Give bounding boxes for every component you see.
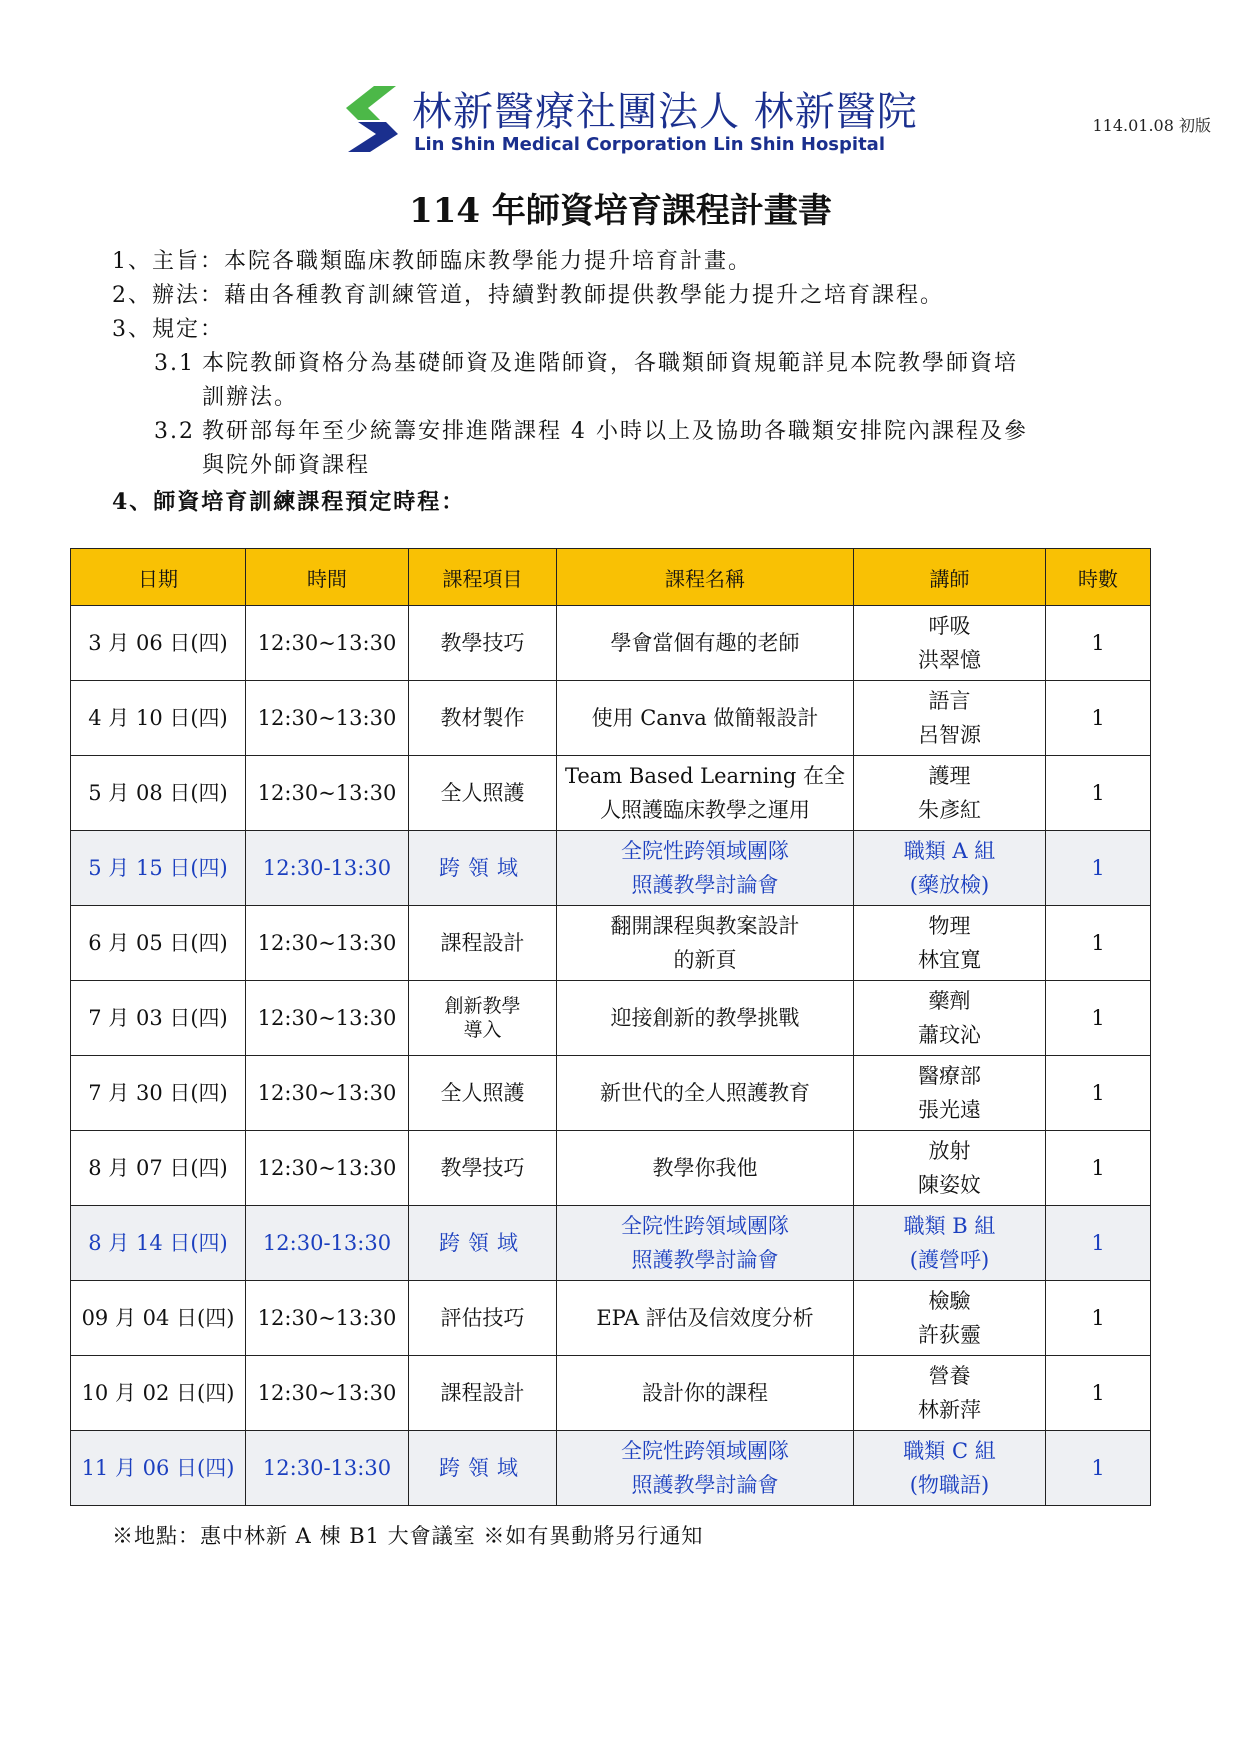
table-row-interdisciplinary bbox=[71, 1431, 1151, 1506]
course-name-line: EPA 評估及信效度分析 bbox=[596, 1306, 814, 1330]
lecturer-dept: 營養 bbox=[928, 1364, 971, 1388]
cell-lecturer bbox=[854, 1431, 1046, 1506]
cell-hours: 1 bbox=[1046, 681, 1151, 756]
rule-3-1-number: 3.1 bbox=[154, 351, 195, 376]
cell-date: 6 月 05 日(四) bbox=[71, 906, 246, 981]
cell-course-type: 跨領域 bbox=[409, 1206, 557, 1281]
lecturer-name: 呂智源 bbox=[918, 723, 981, 747]
cell-hours: 1 bbox=[1046, 1356, 1151, 1431]
course-name-line: 教學你我他 bbox=[652, 1156, 758, 1180]
rule-3-1 bbox=[112, 347, 1132, 381]
lecturer-name: 許荻靈 bbox=[918, 1323, 981, 1347]
course-name-line: 全院性跨領域團隊 bbox=[621, 1439, 789, 1463]
cell-lecturer bbox=[854, 1356, 1046, 1431]
table-row-interdisciplinary bbox=[71, 1206, 1151, 1281]
course-name-line-2: 人照護臨床教學之運用 bbox=[600, 798, 810, 822]
course-type-line: 創新教學 bbox=[444, 995, 521, 1017]
cell-course-type: 課程設計 bbox=[409, 906, 557, 981]
cell-lecturer bbox=[854, 756, 1046, 831]
rule-3-2-text: 教研部每年至少統籌安排進階課程 4 小時以上及協助各職類安排院內課程及參 bbox=[202, 419, 1028, 444]
cell-date: 10 月 02 日(四) bbox=[71, 1356, 246, 1431]
document-body bbox=[112, 245, 1132, 519]
cell-lecturer bbox=[854, 1206, 1046, 1281]
org-name-chinese: 林新醫療社團法人 林新醫院 bbox=[412, 89, 918, 135]
rule-3-1-text: 本院教師資格分為基礎師資及進階師資，各職類師資規範詳見本院教學師資培 bbox=[202, 351, 1019, 376]
cell-time: 12:30~13:30 bbox=[246, 681, 409, 756]
lecturer-name: 林宜寬 bbox=[918, 948, 981, 972]
cell-lecturer bbox=[854, 831, 1046, 906]
cell-course-type: 跨領域 bbox=[409, 1431, 557, 1506]
course-name-line-2: 照護教學討論會 bbox=[631, 1473, 779, 1497]
rule-3-2-continued: 與院外師資課程 bbox=[202, 453, 371, 478]
cell-date: 7 月 03 日(四) bbox=[71, 981, 246, 1056]
course-name-line-2: 照護教學討論會 bbox=[631, 873, 779, 897]
cell-date: 09 月 04 日(四) bbox=[71, 1281, 246, 1356]
lecturer-name: 朱彥紅 bbox=[918, 798, 981, 822]
org-name-english: Lin Shin Medical Corporation Lin Shin Hospital bbox=[414, 134, 885, 155]
cell-date: 7 月 30 日(四) bbox=[71, 1056, 246, 1131]
lecturer-dept: 職類 B 組 bbox=[903, 1214, 996, 1238]
course-name-line: 迎接創新的教學挑戰 bbox=[610, 1006, 800, 1030]
cell-time: 12:30~13:30 bbox=[246, 606, 409, 681]
cell-course-type: 評估技巧 bbox=[409, 1281, 557, 1356]
rule-3-2-number: 3.2 bbox=[154, 419, 195, 444]
location-note: ※地點：惠中林新 A 棟 B1 大會議室 ※如有異動將另行通知 bbox=[112, 1524, 704, 1548]
section-method: 2、辦法：藉由各種教育訓練管道，持續對教師提供教學能力提升之培育課程。 bbox=[112, 283, 944, 308]
lecturer-name: 陳姿妏 bbox=[918, 1173, 981, 1197]
cell-lecturer bbox=[854, 681, 1046, 756]
cell-hours: 1 bbox=[1046, 981, 1151, 1056]
course-schedule-table bbox=[70, 548, 1151, 1506]
lecturer-name: (護營呼) bbox=[909, 1248, 990, 1272]
column-header-course-name: 課程名稱 bbox=[557, 549, 854, 606]
course-name-line: 全院性跨領域團隊 bbox=[621, 1214, 789, 1238]
table-row-interdisciplinary bbox=[71, 831, 1151, 906]
cell-time: 12:30~13:30 bbox=[246, 981, 409, 1056]
column-header-hours: 時數 bbox=[1046, 549, 1151, 606]
cell-lecturer bbox=[854, 1056, 1046, 1131]
cell-course-name bbox=[557, 981, 854, 1056]
lecturer-name: (物職語) bbox=[909, 1473, 990, 1497]
cell-date: 5 月 08 日(四) bbox=[71, 756, 246, 831]
lecturer-name: 張光遠 bbox=[918, 1098, 981, 1122]
cell-date: 5 月 15 日(四) bbox=[71, 831, 246, 906]
cell-time: 12:30~13:30 bbox=[246, 1356, 409, 1431]
table-row bbox=[71, 1356, 1151, 1431]
cell-course-type: 教學技巧 bbox=[409, 1131, 557, 1206]
cell-course-name bbox=[557, 1281, 854, 1356]
cell-lecturer bbox=[854, 981, 1046, 1056]
cell-hours: 1 bbox=[1046, 1056, 1151, 1131]
cell-course-type: 教學技巧 bbox=[409, 606, 557, 681]
cell-lecturer bbox=[854, 1281, 1046, 1356]
course-name-line: 使用 Canva 做簡報設計 bbox=[591, 706, 819, 730]
table-row bbox=[71, 606, 1151, 681]
cell-time: 12:30~13:30 bbox=[246, 1281, 409, 1356]
column-header-course-type: 課程項目 bbox=[409, 549, 557, 606]
cell-hours: 1 bbox=[1046, 1131, 1151, 1206]
cell-hours: 1 bbox=[1046, 1431, 1151, 1506]
letterhead bbox=[0, 0, 1241, 170]
lecturer-dept: 物理 bbox=[928, 914, 971, 938]
cell-course-name bbox=[557, 1431, 854, 1506]
lecturer-dept: 職類 C 組 bbox=[903, 1439, 996, 1463]
lecturer-dept: 語言 bbox=[928, 689, 971, 713]
cell-course-name bbox=[557, 756, 854, 831]
section-rules: 3、規定： bbox=[112, 317, 224, 342]
section-purpose: 1、主旨：本院各職類臨床教師臨床教學能力提升培育計畫。 bbox=[112, 249, 752, 274]
lecturer-dept: 檢驗 bbox=[928, 1289, 971, 1313]
lecturer-name: 林新萍 bbox=[918, 1398, 981, 1422]
cell-lecturer bbox=[854, 606, 1046, 681]
cell-course-name bbox=[557, 1206, 854, 1281]
table-row bbox=[71, 1131, 1151, 1206]
table-row bbox=[71, 1056, 1151, 1131]
cell-time: 12:30~13:30 bbox=[246, 906, 409, 981]
table-row bbox=[71, 756, 1151, 831]
course-name-line: 設計你的課程 bbox=[642, 1381, 768, 1405]
cell-lecturer bbox=[854, 906, 1046, 981]
cell-course-name bbox=[557, 1056, 854, 1131]
course-name-line: 學會當個有趣的老師 bbox=[610, 631, 800, 655]
lecturer-dept: 藥劑 bbox=[928, 989, 971, 1013]
cell-time: 12:30~13:30 bbox=[246, 1056, 409, 1131]
cell-course-type bbox=[409, 981, 557, 1056]
course-name-line: 全院性跨領域團隊 bbox=[621, 839, 789, 863]
lecturer-name: (藥放檢) bbox=[909, 873, 990, 897]
cell-course-name bbox=[557, 1356, 854, 1431]
cell-time: 12:30~13:30 bbox=[246, 756, 409, 831]
cell-time: 12:30-13:30 bbox=[246, 831, 409, 906]
cell-hours: 1 bbox=[1046, 756, 1151, 831]
course-name-line: 新世代的全人照護教育 bbox=[600, 1081, 810, 1105]
rule-3-1-continued: 訓辦法。 bbox=[202, 385, 299, 410]
cell-time: 12:30-13:30 bbox=[246, 1206, 409, 1281]
table-row bbox=[71, 1281, 1151, 1356]
cell-date: 3 月 06 日(四) bbox=[71, 606, 246, 681]
table-header-row bbox=[71, 549, 1151, 606]
cell-hours: 1 bbox=[1046, 1281, 1151, 1356]
table-row bbox=[71, 981, 1151, 1056]
cell-lecturer bbox=[854, 1131, 1046, 1206]
cell-course-name bbox=[557, 681, 854, 756]
cell-course-type: 跨領域 bbox=[409, 831, 557, 906]
cell-course-type: 教材製作 bbox=[409, 681, 557, 756]
cell-hours: 1 bbox=[1046, 906, 1151, 981]
course-name-line-2: 照護教學討論會 bbox=[631, 1248, 779, 1272]
cell-course-name bbox=[557, 606, 854, 681]
column-header-lecturer: 講師 bbox=[854, 549, 1046, 606]
rule-3-2 bbox=[112, 415, 1132, 449]
cell-time: 12:30~13:30 bbox=[246, 1131, 409, 1206]
cell-course-type: 全人照護 bbox=[409, 1056, 557, 1131]
table-row bbox=[71, 681, 1151, 756]
cell-date: 8 月 07 日(四) bbox=[71, 1131, 246, 1206]
lecturer-name: 洪翠憶 bbox=[918, 648, 981, 672]
section-schedule-heading: 4、師資培育訓練課程預定時程： bbox=[112, 489, 466, 515]
cell-course-type: 全人照護 bbox=[409, 756, 557, 831]
cell-hours: 1 bbox=[1046, 606, 1151, 681]
cell-course-type: 課程設計 bbox=[409, 1356, 557, 1431]
cell-date: 4 月 10 日(四) bbox=[71, 681, 246, 756]
lecturer-dept: 護理 bbox=[928, 764, 971, 788]
cell-date: 8 月 14 日(四) bbox=[71, 1206, 246, 1281]
lecturer-dept: 呼吸 bbox=[928, 614, 971, 638]
cell-date: 11 月 06 日(四) bbox=[71, 1431, 246, 1506]
cell-course-name bbox=[557, 906, 854, 981]
course-name-line: Team Based Learning 在全 bbox=[564, 764, 845, 788]
cell-course-name bbox=[557, 1131, 854, 1206]
document-title: 114 年師資培育課程計畫書 bbox=[409, 191, 832, 231]
version-label: 114.01.08 初版 bbox=[1092, 116, 1211, 135]
cell-hours: 1 bbox=[1046, 1206, 1151, 1281]
lecturer-name: 蕭玟沁 bbox=[918, 1023, 981, 1047]
cell-course-name bbox=[557, 831, 854, 906]
lecturer-dept: 放射 bbox=[928, 1139, 971, 1163]
lecturer-dept: 職類 A 組 bbox=[903, 839, 996, 863]
course-name-line: 翻開課程與教案設計 bbox=[610, 914, 800, 938]
table-row bbox=[71, 906, 1151, 981]
column-header-date: 日期 bbox=[71, 549, 246, 606]
cell-hours: 1 bbox=[1046, 831, 1151, 906]
course-name-line-2: 的新頁 bbox=[673, 948, 737, 972]
cell-time: 12:30-13:30 bbox=[246, 1431, 409, 1506]
course-type-line-2: 導入 bbox=[463, 1019, 502, 1041]
lin-shin-logo-icon bbox=[340, 82, 402, 154]
column-header-time: 時間 bbox=[246, 549, 409, 606]
lecturer-dept: 醫療部 bbox=[918, 1064, 981, 1088]
